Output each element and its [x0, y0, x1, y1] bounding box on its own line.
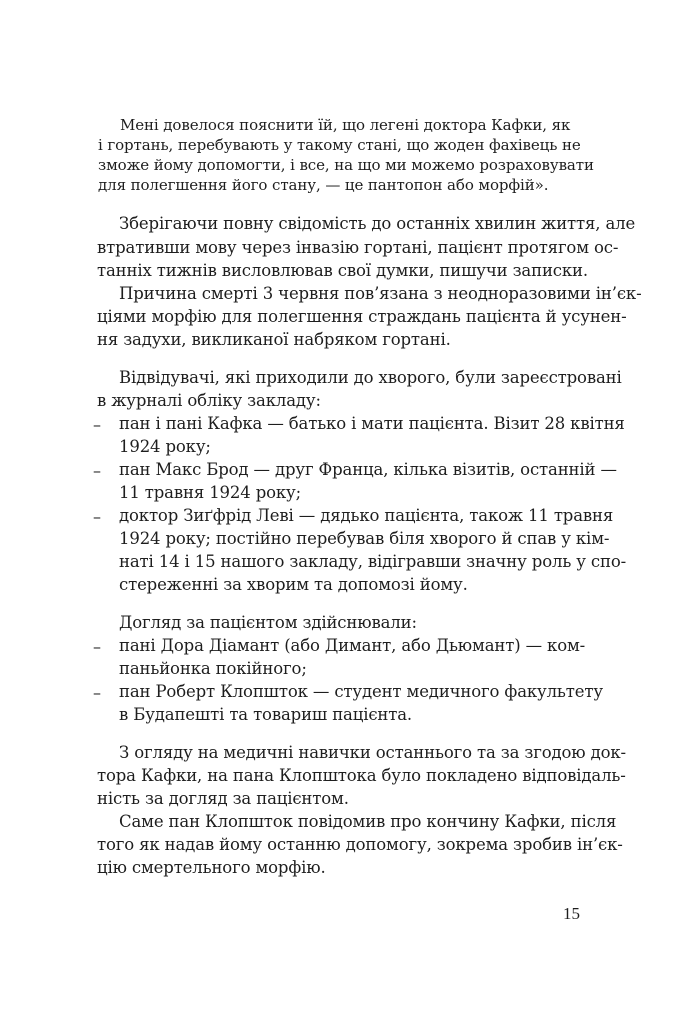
- text-line: пан Макс Брод — друг Франца, кілька візитів, останній —: [119, 460, 617, 479]
- quote-line: Мені довелося пояснити їй, що легені доктора Кафки, як: [120, 116, 571, 134]
- quote-line: для полегшення його стану, — це пантопон або морфій».: [98, 176, 549, 194]
- text-line: Догляд за пацієнтом здійснювали:: [119, 613, 417, 632]
- text-line: наті 14 і 15 нашого закладу, відігравши значну роль у спо-: [119, 552, 627, 571]
- text-line: Саме пан Клопшток повідомив про кончину Кафки, після: [119, 812, 617, 831]
- list-dash: –: [93, 461, 101, 480]
- text-line: втративши мову через інвазію гортані, пацієнт протягом ос-: [97, 238, 619, 257]
- text-line: доктор Зиґфрід Леві — дядько пацієнта, також 11 травня: [119, 506, 614, 525]
- text-line: танніх тижнів висловлював свої думки, пишучи записки.: [97, 261, 588, 280]
- quote-line: зможе йому допомогти, і все, на що ми можемо розраховувати: [98, 156, 594, 174]
- text-line: цію смертельного морфію.: [97, 858, 326, 877]
- list-dash: –: [93, 683, 101, 702]
- text-line: пан і пані Кафка — батько і мати пацієнта. Візит 28 квітня: [119, 414, 625, 433]
- text-line: пані Дора Діамант (або Димант, або Дьюмант) — ком-: [119, 636, 586, 655]
- text-line: Відвідувачі, які приходили до хворого, були зареєстровані: [119, 368, 622, 387]
- text-line: З огляду на медичні навички останнього та за згодою док-: [119, 743, 626, 762]
- text-line: ня задухи, викликаної набряком гортані.: [97, 330, 451, 349]
- text-line: стереженні за хворим та допомозі йому.: [119, 575, 468, 594]
- text-line: в журналі обліку закладу:: [97, 391, 321, 410]
- text-line: ність за догляд за пацієнтом.: [97, 789, 349, 808]
- text-line: Зберігаючи повну свідомість до останніх хвилин життя, але: [119, 214, 636, 233]
- text-line: 1924 року;: [119, 437, 211, 456]
- list-dash: –: [93, 415, 101, 434]
- text-line: паньйонка покійного;: [119, 659, 307, 678]
- text-line: 11 травня 1924 року;: [119, 483, 302, 502]
- text-line: в Будапешті та товариш пацієнта.: [119, 705, 413, 724]
- text-line: тора Кафки, на пана Клопштока було покладено відповідаль-: [97, 766, 626, 785]
- quote-line: і гортань, перебувають у такому стані, що жоден фахівець не: [98, 136, 581, 154]
- text-line: Причина смерті 3 червня пов’язана з неодноразовими ін’єк-: [119, 284, 642, 303]
- list-dash: –: [93, 507, 101, 526]
- text-line: пан Роберт Клопшток — студент медичного факультету: [119, 682, 603, 701]
- list-dash: –: [93, 637, 101, 656]
- page-number: 15: [563, 904, 580, 923]
- text-line: того як надав йому останню допомогу, зокрема зробив ін’єк-: [97, 835, 623, 854]
- text-line: ціями морфію для полегшення страждань пацієнта й усунен-: [97, 307, 627, 326]
- text-line: 1924 року; постійно перебував біля хворого й спав у кім-: [119, 529, 610, 548]
